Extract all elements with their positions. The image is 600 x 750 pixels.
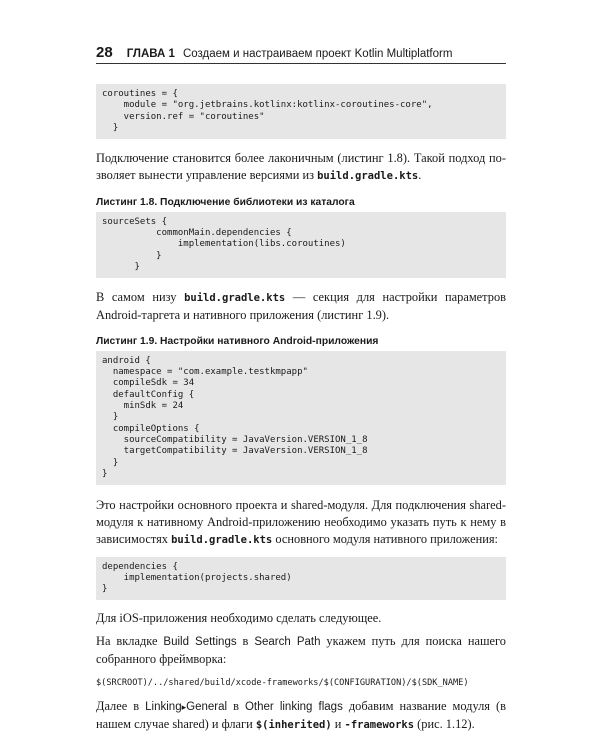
listing-1-9-caption: Листинг 1.9. Настройки нативного Android-приложения xyxy=(96,335,379,347)
listing-1-8-code: sourceSets { commonMain.dependencies { implementation(libs.coroutines) } } xyxy=(96,212,506,278)
paragraph-6-text-d: и xyxy=(331,716,345,731)
paragraph-3-text-a: Это настройки основного проекта и shared-модуля. Для подключения shared-модуля к нативному Android-приложению необходимо указать путь к нему в зависимостях xyxy=(96,498,506,546)
ui-term-general: General xyxy=(186,700,228,713)
paragraph-6-text-c: добавим название модуля (в нашем случае shared) и флаги xyxy=(96,698,506,731)
paragraph-5 xyxy=(96,633,506,668)
ui-term-search-path: Search Path xyxy=(254,636,321,649)
chevron-right-icon: ▸ xyxy=(181,701,187,712)
paragraph-6-text-e: (рис. 1.12). xyxy=(414,716,475,731)
framework-search-path: $(SRCROOT)/../shared/build/xcode-frameworks/$(CONFIGURATION)/$(SDK_NAME) xyxy=(96,677,469,688)
ui-term-build-settings: Build Settings xyxy=(163,636,237,649)
paragraph-4: Для iOS-приложения необходимо сделать следующее. xyxy=(96,611,382,626)
header-rule xyxy=(96,63,506,64)
paragraph-3 xyxy=(96,497,506,548)
listing-1-9-code: android { namespace = "com.example.testkmpapp" compileSdk = 34 defaultConfig { minSdk = 24 } compileOptions { sourceCompatibility = JavaVersion.VERSION_1_8 targetCompatibility = JavaVersion.VERSION_1_8 } } xyxy=(96,351,506,485)
paragraph-6-text-a: Далее в xyxy=(96,698,146,713)
running-header xyxy=(96,44,506,61)
paragraph-5-text-b: в xyxy=(236,634,255,649)
paragraph-2-text-b: — секция для настройки параметров Android-таргета и нативного приложения (листинг 1.9). xyxy=(96,290,506,323)
ui-term-linking: Linking xyxy=(145,700,182,713)
listing-1-8-caption: Листинг 1.8. Подключение библиотеки из каталога xyxy=(96,196,355,208)
paragraph-6 xyxy=(96,698,506,734)
ui-term-other-linking-flags: Other linking flags xyxy=(244,700,343,713)
paragraph-6-text-b: в xyxy=(227,698,245,713)
inline-code: -frameworks xyxy=(344,718,415,731)
inline-code: build.gradle.kts xyxy=(317,169,419,182)
paragraph-3-text-b: основного модуля нативного приложения: xyxy=(272,531,498,546)
inline-code: build.gradle.kts xyxy=(184,292,286,305)
paragraph-2 xyxy=(96,289,506,324)
paragraph-5-text-c: укажем путь для поиска нашего собранного фреймворка: xyxy=(96,634,506,666)
inline-code: build.gradle.kts xyxy=(171,533,273,546)
code-block-dependencies: dependencies { implementation(projects.shared) } xyxy=(96,557,506,601)
paragraph-2-text-a: В самом низу xyxy=(96,290,185,305)
chapter-label: ГЛАВА 1 xyxy=(126,48,175,60)
paragraph-1-text-b: . xyxy=(418,167,422,182)
paragraph-1-text-a: Подключение становится более лаконичным (листинг 1.8). Такой подход позволяет вынести управление версиями из xyxy=(96,151,506,182)
chapter-title: Создаем и настраиваем проект Kotlin Multiplatform xyxy=(182,48,453,60)
paragraph-5-text-a: На вкладке xyxy=(96,634,164,649)
code-block-coroutines: coroutines = { module = "org.jetbrains.kotlinx:kotlinx-coroutines-core", version.ref = "coroutines" } xyxy=(96,84,506,139)
page-content xyxy=(96,76,506,733)
paragraph-1 xyxy=(96,150,506,185)
page-number: 28 xyxy=(96,44,113,61)
inline-code: $(inherited) xyxy=(255,718,332,731)
